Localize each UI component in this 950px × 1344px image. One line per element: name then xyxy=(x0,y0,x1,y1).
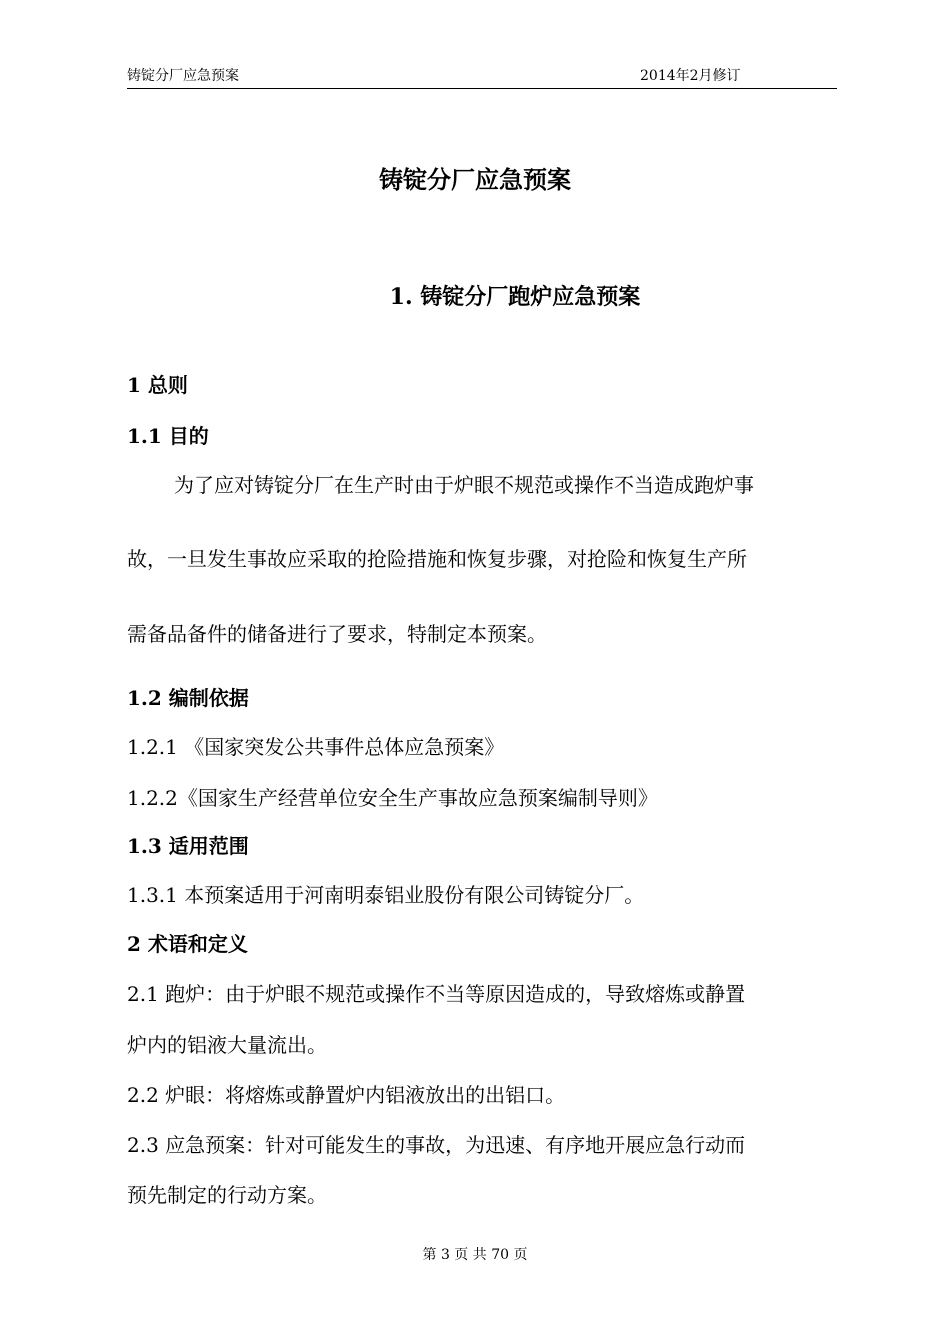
heading-terms: 2 术语和定义 xyxy=(127,932,248,956)
page-number-footer: 第 3 页 共 70 页 xyxy=(422,1247,528,1263)
heading-purpose: 1.1 目的 xyxy=(127,424,209,448)
heading-general: 1 总则 xyxy=(127,373,188,397)
scope-item-1: 1.3.1 本预案适用于河南明泰铝业股份有限公司铸锭分厂。 xyxy=(127,883,645,907)
purpose-line-3: 需备品备件的储备进行了要求，特制定本预案。 xyxy=(127,622,547,646)
term-2-3-line-1: 2.3 应急预案：针对可能发生的事故，为迅速、有序地开展应急行动而 xyxy=(127,1133,746,1157)
basis-item-2: 1.2.2《国家生产经营单位安全生产事故应急预案编制导则》 xyxy=(127,786,658,810)
heading-scope: 1.3 适用范围 xyxy=(127,834,249,858)
term-2-2: 2.2 炉眼：将熔炼或静置炉内铝液放出的出铝口。 xyxy=(127,1083,566,1107)
term-2-3-line-2: 预先制定的行动方案。 xyxy=(127,1183,327,1207)
purpose-line-2: 故，一旦发生事故应采取的抢险措施和恢复步骤，对抢险和恢复生产所 xyxy=(127,547,747,571)
term-2-1-line-1: 2.1 跑炉：由于炉眼不规范或操作不当等原因造成的，导致熔炼或静置 xyxy=(127,982,746,1006)
header-revision-date: 2014年2月修订 xyxy=(640,68,741,84)
purpose-line-1: 为了应对铸锭分厂在生产时由于炉眼不规范或操作不当造成跑炉事 xyxy=(174,473,754,497)
page-header xyxy=(127,64,837,89)
term-2-1-line-2: 炉内的铝液大量流出。 xyxy=(127,1033,327,1057)
header-doc-name: 铸锭分厂应急预案 xyxy=(127,68,239,84)
document-title: 铸锭分厂应急预案 xyxy=(379,165,571,194)
heading-basis: 1.2 编制依据 xyxy=(127,686,249,710)
section-title: 1. 铸锭分厂跑炉应急预案 xyxy=(389,284,641,310)
basis-item-1: 1.2.1 《国家突发公共事件总体应急预案》 xyxy=(127,735,505,759)
